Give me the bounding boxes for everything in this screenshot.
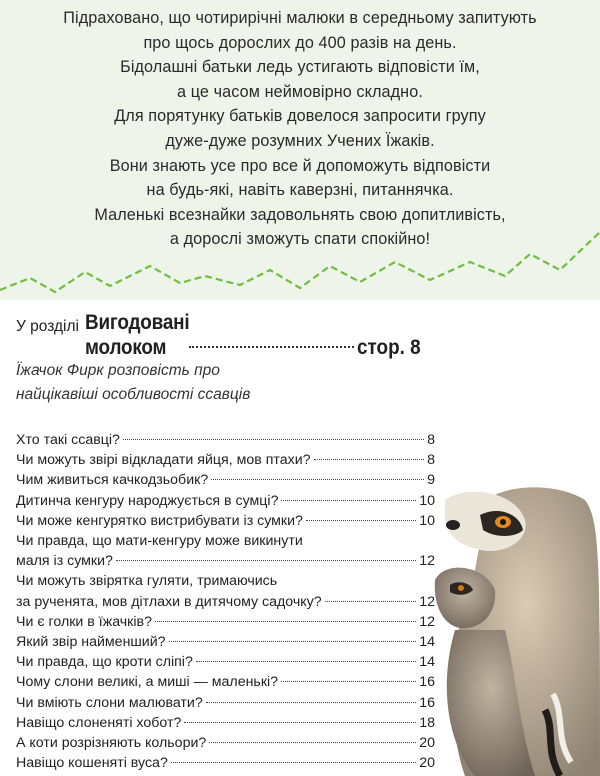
- section-page: стор. 8: [357, 336, 421, 359]
- toc-line: [16, 511, 435, 531]
- toc-question: Чи є голки в їжачків?: [16, 613, 152, 630]
- toc-line: [16, 430, 435, 450]
- toc-leader-dots: [314, 459, 425, 460]
- toc-question: Дитинча кенгуру народжується в сумці?: [16, 492, 279, 509]
- toc-leader-dots: [306, 520, 416, 521]
- toc-line: [16, 592, 435, 612]
- toc-leader-dots: [116, 560, 416, 561]
- toc-question: Навіщо слоненяті хобот?: [16, 714, 182, 731]
- toc-leader-dots: [206, 702, 416, 703]
- toc-item: [16, 672, 435, 692]
- toc-line: [16, 632, 435, 652]
- toc-question: Хто такі ссавці?: [16, 432, 120, 448]
- intro-line: а дорослі зможуть спати спокійно!: [169, 230, 431, 249]
- toc-page-number: 14: [419, 654, 435, 671]
- toc-question: Чи правда, що мати-кенгуру може викинути: [16, 533, 303, 550]
- toc-item: [16, 713, 435, 733]
- toc-leader-dots: [325, 601, 417, 602]
- intro-line: дуже-дуже розумних Учених Їжаків.: [165, 131, 435, 150]
- toc-item: [16, 652, 435, 672]
- toc-question: Чому слони великі, а миші — маленькі?: [16, 674, 279, 691]
- section-description-line: найцікавіші особливості ссавців: [16, 386, 251, 403]
- toc-leader-dots: [211, 479, 424, 480]
- toc-line: [16, 733, 435, 753]
- toc-page-number: 14: [419, 634, 435, 651]
- toc-page-number: 16: [419, 674, 435, 691]
- toc-page-number: 20: [419, 735, 435, 752]
- toc-leader-dots: [281, 500, 416, 501]
- section-description-line: Їжачок Фирк розповість про: [16, 362, 220, 379]
- toc-question: Чи може кенгурятко вистрибувати із сумки?: [16, 512, 303, 529]
- intro-line: а це часом неймовірно складно.: [177, 82, 423, 101]
- intro-line: Вони знають усе про все й допоможуть відповісти: [109, 156, 491, 175]
- toc-page-number: 9: [427, 472, 435, 489]
- intro-line: Підраховано, що чотирирічні малюки в середньому запитують: [63, 9, 537, 27]
- toc-question: за рученята, мов дітлахи в дитячому садочку?: [16, 593, 322, 610]
- table-of-contents: [16, 430, 435, 773]
- toc-item: [16, 632, 435, 652]
- intro-banner: [0, 0, 600, 300]
- toc-item: [16, 733, 435, 753]
- toc-line: [16, 491, 435, 511]
- toc-item: [16, 491, 435, 511]
- toc-question: Чи вміють слони малювати?: [16, 694, 203, 711]
- section-description: [16, 359, 346, 407]
- section-header: [16, 308, 436, 358]
- toc-line: [16, 753, 435, 773]
- toc-item: [16, 753, 435, 773]
- toc-page-number: 10: [419, 512, 435, 529]
- toc-line: [16, 551, 435, 571]
- toc-line: [16, 652, 435, 672]
- toc-line: [16, 470, 435, 490]
- toc-line: [16, 612, 435, 632]
- toc-page-number: 18: [419, 714, 435, 731]
- toc-question: Навіщо кошеняті вуса?: [16, 755, 168, 772]
- toc-page-number: 10: [419, 492, 435, 509]
- toc-question: Який звір найменший?: [16, 634, 166, 651]
- toc-item: [16, 531, 435, 571]
- intro-line: Для порятунку батьків довелося запросити групу: [114, 107, 486, 126]
- toc-page-number: 12: [419, 593, 435, 610]
- toc-leader-dots: [123, 439, 424, 440]
- toc-item: [16, 612, 435, 632]
- toc-question: Чи можуть звірі відкладати яйця, мов птахи?: [16, 452, 311, 469]
- intro-line: на будь-які, навіть каверзні, питаннячка.: [146, 181, 454, 200]
- toc-page-number: 8: [427, 432, 435, 448]
- toc-leader-dots: [155, 621, 416, 622]
- toc-line: [16, 571, 435, 591]
- toc-question: Чим живиться качкодзьобик?: [16, 472, 209, 489]
- toc-leader-dots: [209, 742, 416, 743]
- toc-page-number: 8: [427, 452, 435, 469]
- toc-leader-dots: [184, 722, 416, 723]
- toc-page-number: 20: [419, 755, 435, 772]
- toc-item: [16, 571, 435, 611]
- intro-text: [0, 6, 600, 252]
- toc-line: [16, 450, 435, 470]
- toc-line: [16, 531, 435, 551]
- toc-page-number: 16: [419, 694, 435, 711]
- toc-leader-dots: [169, 641, 417, 642]
- toc-item: [16, 693, 435, 713]
- toc-item: [16, 470, 435, 490]
- toc-page-number: 12: [419, 553, 435, 570]
- toc-page-number: 12: [419, 613, 435, 630]
- toc-item: [16, 511, 435, 531]
- toc-item: [16, 430, 435, 450]
- toc-line: [16, 713, 435, 733]
- toc-question: Чи правда, що кроти сліпі?: [16, 654, 193, 671]
- section-prefix: У розділі: [16, 318, 79, 335]
- toc-leader-dots: [196, 661, 416, 662]
- toc-question: маля із сумки?: [16, 553, 113, 570]
- toc-line: [16, 672, 435, 692]
- section-title-line1: Вигодовані: [85, 311, 190, 334]
- intro-line: про щось дорослих до 400 разів на день.: [143, 33, 457, 52]
- lemur-photo: [425, 480, 600, 776]
- section-title-line2: молоком: [85, 336, 167, 359]
- toc-question: Чи можуть звірятка гуляти, тримаючись: [16, 573, 278, 590]
- toc-leader-dots: [281, 681, 416, 682]
- section-leader-dots: [189, 346, 354, 348]
- intro-line: Бідолашні батьки ледь устигають відповісти їм,: [120, 58, 480, 77]
- toc-item: [16, 450, 435, 470]
- toc-question: А коти розрізняють кольори?: [16, 735, 207, 752]
- toc-leader-dots: [171, 762, 416, 763]
- toc-line: [16, 693, 435, 713]
- intro-line: Маленькі всезнайки задовольнять свою допитливість,: [94, 205, 506, 224]
